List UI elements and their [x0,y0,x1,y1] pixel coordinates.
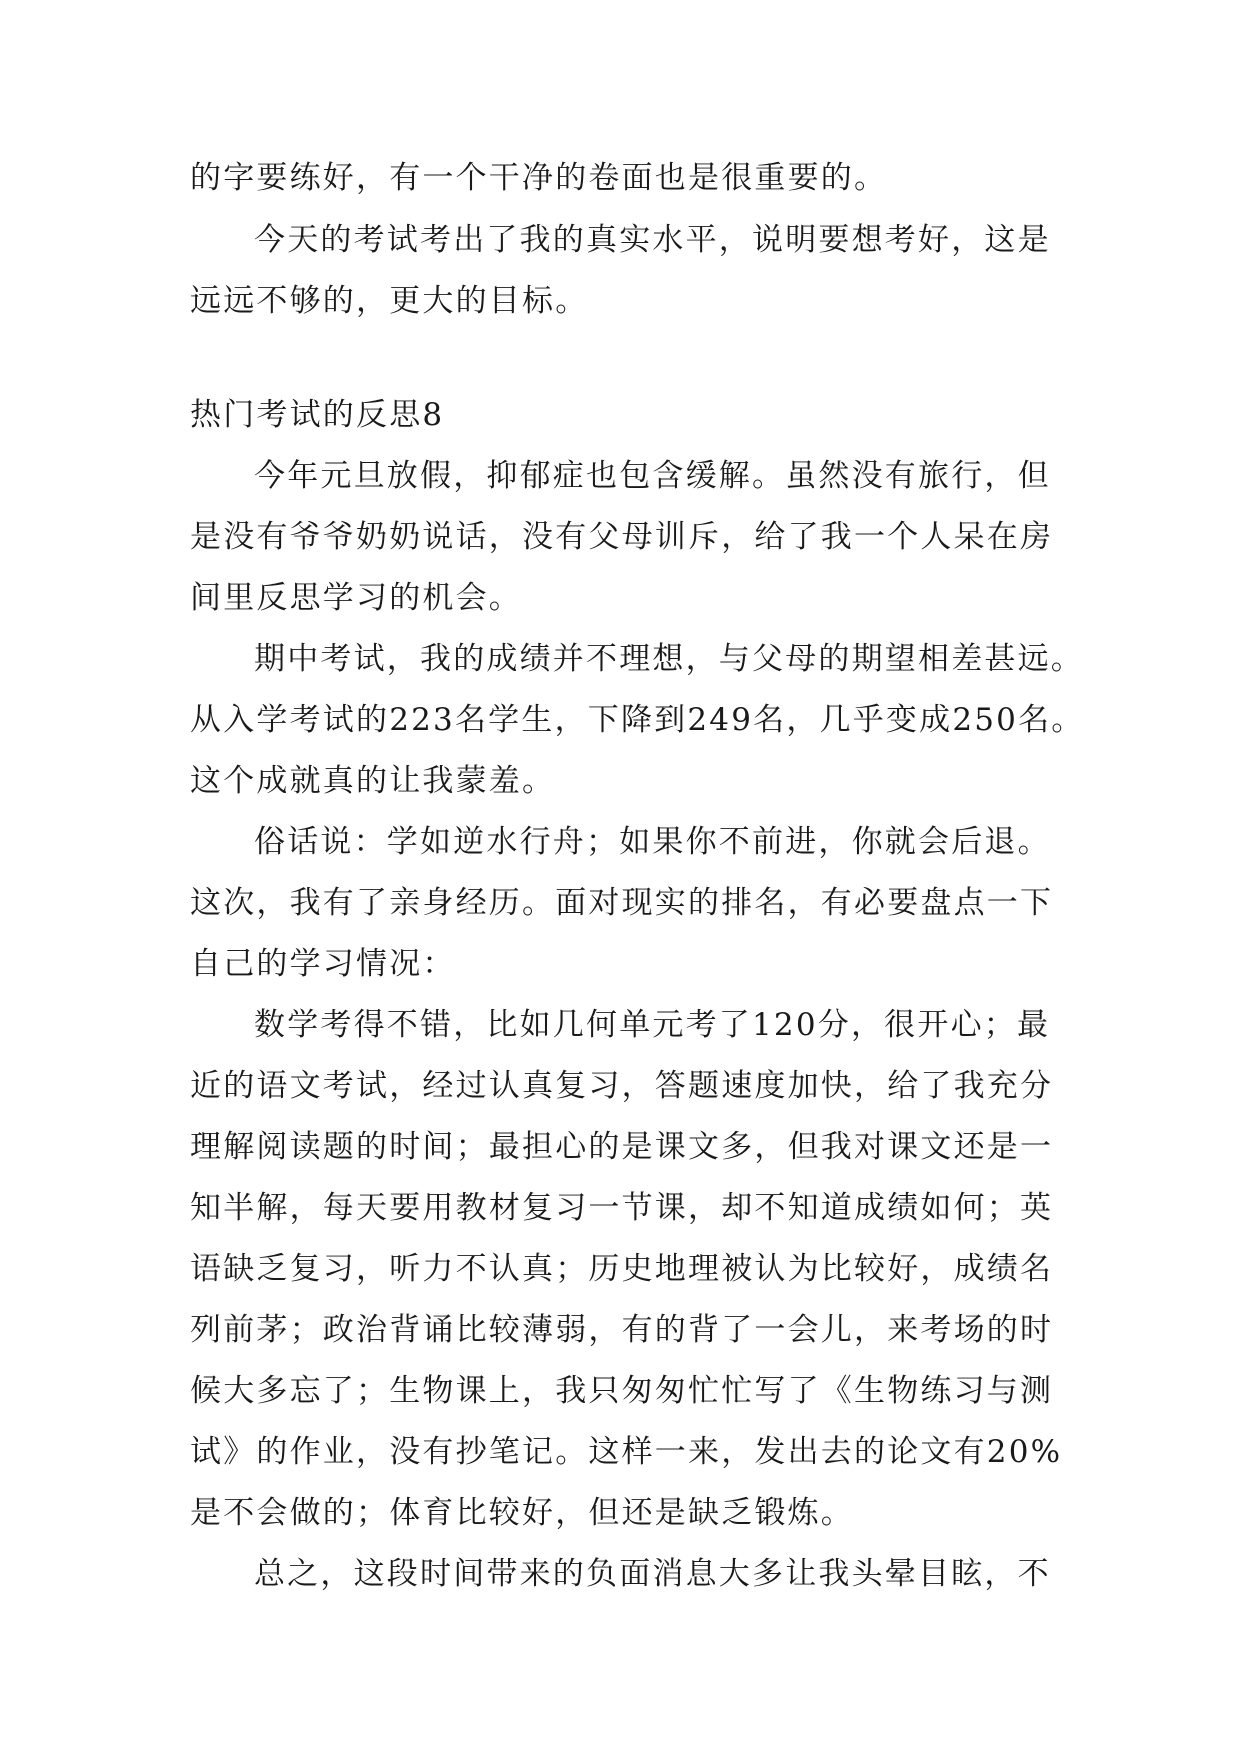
paragraph-line: 试》的作业，没有抄笔记。这样一来，发出去的论文有20% [190,1434,1063,1470]
paragraph-line: 的字要练好，有一个干净的卷面也是很重要的。 [190,160,888,196]
paragraph-line: 今天的考试考出了我的真实水平，说明要想考好，这是 [254,222,1051,258]
paragraph-line: 今年元旦放假，抑郁症也包含缓解。虽然没有旅行，但 [254,458,1051,494]
paragraph-line: 从入学考试的223名学生，下降到249名，几乎变成250名。 [190,702,1085,738]
paragraph-line: 这次，我有了亲身经历。面对现实的排名，有必要盘点一下 [190,885,1054,921]
paragraph-line: 候大多忘了；生物课上，我只匆匆忙忙写了《生物练习与测 [190,1373,1054,1409]
paragraph-line: 理解阅读题的时间；最担心的是课文多，但我对课文还是一 [190,1129,1054,1165]
paragraph-line: 总之，这段时间带来的负面消息大多让我头晕目眩，不 [254,1556,1051,1592]
paragraph-line: 远远不够的，更大的目标。 [190,283,589,319]
paragraph-line: 是没有爷爷奶奶说话，没有父母训斥，给了我一个人呆在房 [190,519,1054,555]
paragraph-line: 间里反思学习的机会。 [190,580,522,616]
paragraph-line: 数学考得不错，比如几何单元考了120分，很开心；最 [254,1007,1051,1043]
paragraph-line: 期中考试，我的成绩并不理想，与父母的期望相差甚远。 [254,641,1084,677]
paragraph-line: 知半解，每天要用教材复习一节课，却不知道成绩如何；英 [190,1190,1054,1226]
paragraph-line: 俗话说：学如逆水行舟；如果你不前进，你就会后退。 [254,824,1051,860]
paragraph-line: 近的语文考试，经过认真复习，答题速度加快，给了我充分 [190,1068,1054,1104]
section-title: 热门考试的反思8 [190,397,445,433]
paragraph-line: 是不会做的；体育比较好，但还是缺乏锻炼。 [190,1495,854,1531]
paragraph-line: 这个成就真的让我蒙羞。 [190,763,556,799]
paragraph-line: 自己的学习情况： [190,946,456,982]
paragraph-line: 语缺乏复习，听力不认真；历史地理被认为比较好，成绩名 [190,1251,1054,1287]
paragraph-line: 列前茅；政治背诵比较薄弱，有的背了一会儿，来考场的时 [190,1312,1054,1348]
